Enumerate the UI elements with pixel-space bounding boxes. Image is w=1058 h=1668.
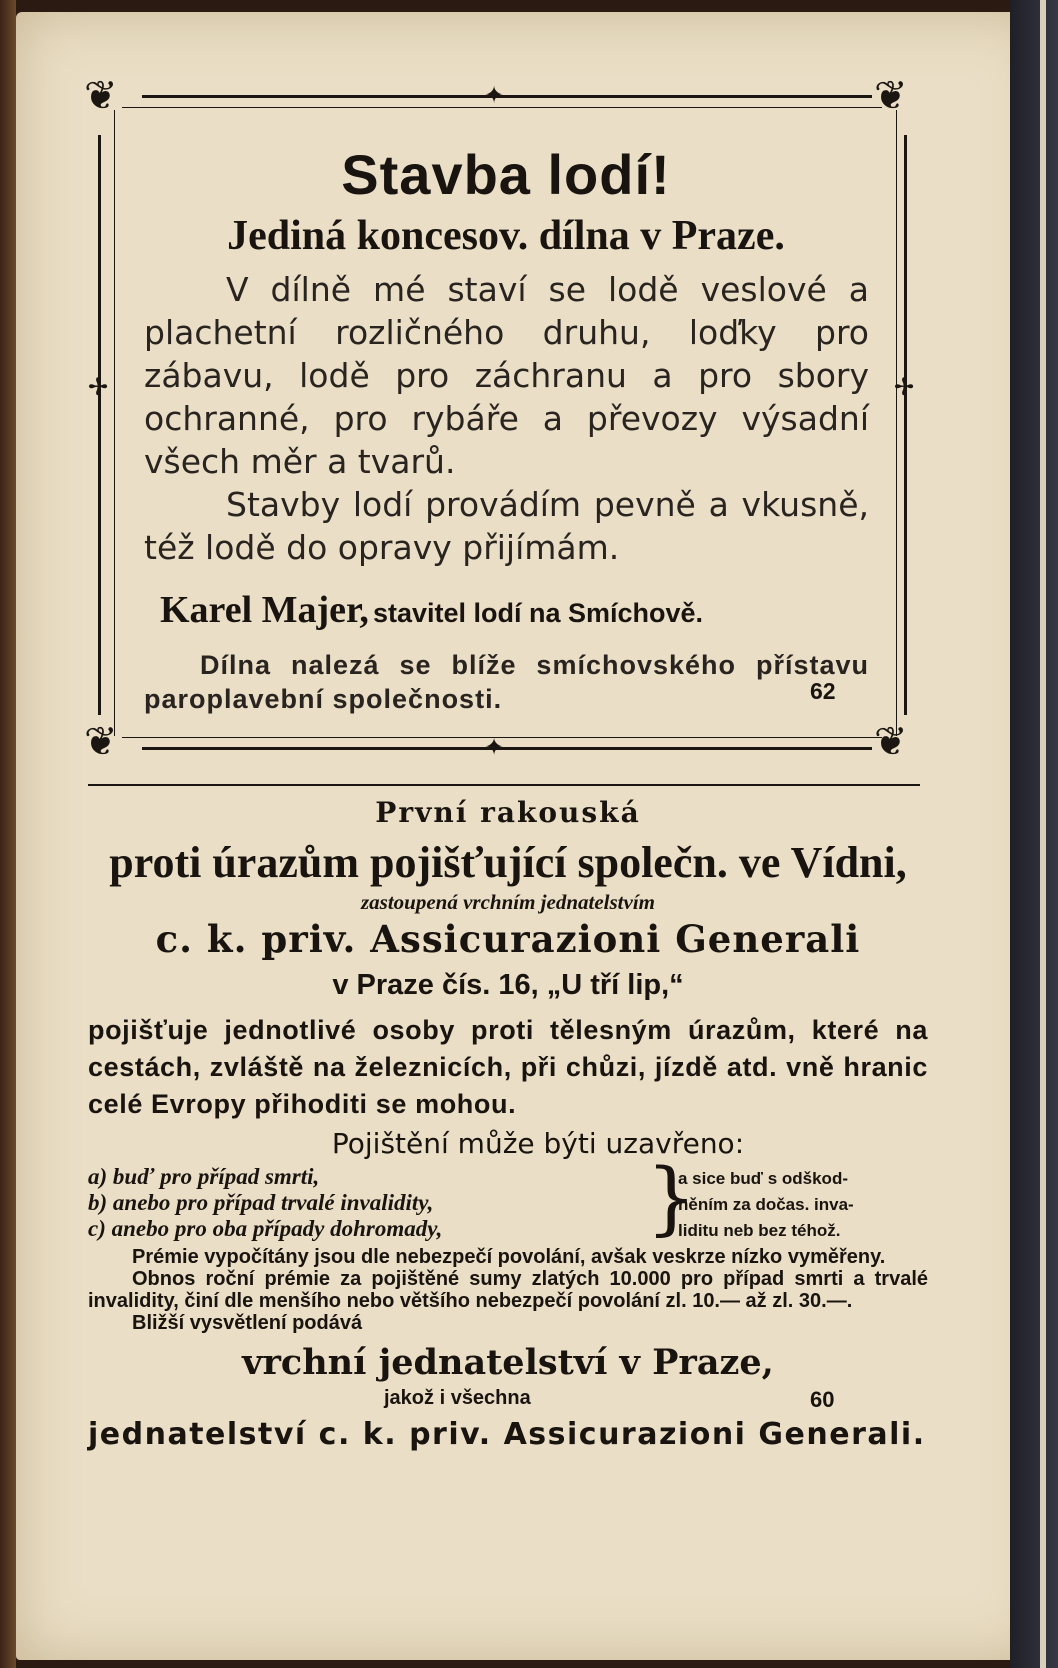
fleuron-icon: ✢ — [894, 375, 915, 401]
note-line: něním za dočas. inva- — [678, 1195, 854, 1214]
ad2-options-list — [88, 1164, 648, 1242]
small-paragraph: Prémie vypočítány jsou dle nebezpečí povolání, avšak veskrze nízko vyměřeny. — [132, 1246, 886, 1268]
ad1-paragraph: Stavby lodí provádím pevně a vkusně, též lodě do opravy přijímám. — [144, 485, 869, 567]
ad2-office: vrchní jednatelství v Praze, — [242, 1342, 774, 1383]
ad1-name: Karel Majer, — [160, 589, 369, 631]
bottom-rule — [142, 747, 872, 750]
ad2-options-heading: Pojištění může býti uzavřeno: — [331, 1127, 745, 1160]
book-edge — [0, 0, 16, 1668]
list-item: c) anebo pro oba případy dohromady, — [88, 1216, 443, 1241]
ad1-role: stavitel lodí na Smíchově. — [372, 598, 704, 628]
note-line: a sice buď s odškod- — [678, 1169, 848, 1188]
ad1-frame — [84, 73, 920, 780]
corner-ornament-icon: ❦ — [874, 719, 908, 764]
ad2-agencies: jednatelství c. k. priv. Assicurazioni Generali. — [88, 1417, 926, 1452]
ad2-represented: zastoupená vrchním jednatelstvím — [360, 890, 656, 914]
fleuron-icon: ✦ — [484, 735, 505, 761]
small-paragraph: Obnos roční prémie za pojištěné sumy zlatých 10.000 pro případ smrti a trvalé invalidity, činí dle menšího nebo většího nebezpečí povolání zl. 10.— až zl. 30.—. — [88, 1268, 928, 1312]
list-item: a) buď pro případ smrti, — [88, 1164, 320, 1189]
ad1-body — [144, 268, 869, 569]
ad2-insurer: c. k. priv. Assicurazioni Generali — [155, 917, 861, 961]
ad2-small-print — [88, 1246, 928, 1334]
corner-ornament-icon: ❦ — [874, 73, 908, 118]
ad1-note: Dílna nalezá se blíže smíchovského přístavu paroplavební společnosti. — [144, 650, 869, 714]
page-edge — [1040, 0, 1046, 1668]
ad2-also: jakož i všechna — [384, 1387, 531, 1409]
ad1-paragraph: V dílně mé staví se lodě veslové a plachetní rozličného druhu, loďky pro zábavu, lodě pro záchranu a pro sbory ochranné, pro rybáře a převozy výsadní všech měr a tvarů. — [144, 270, 869, 481]
corner-ornament-icon: ❦ — [84, 719, 118, 764]
ad2-number: 60 — [810, 1387, 835, 1412]
small-paragraph: Bližší vysvětlení podává — [132, 1312, 363, 1334]
ad1-subtitle: Jediná koncesov. dílna v Praze. — [227, 213, 785, 259]
brace-icon: } — [646, 1151, 697, 1244]
note-line: liditu neb bez téhož. — [678, 1221, 841, 1240]
fleuron-icon: ✦ — [484, 83, 505, 109]
ad1-title: Stavba lodí! — [341, 143, 671, 206]
ad2-options — [88, 1151, 928, 1246]
ad2-line1: První rakouská — [375, 796, 641, 829]
ad2-address: v Praze čís. 16, „U tří lip,“ — [332, 969, 684, 1001]
ad1-number: 62 — [810, 678, 836, 704]
corner-ornament-icon: ❦ — [84, 73, 118, 118]
list-item: b) anebo pro případ trvalé invalidity, — [88, 1190, 434, 1215]
ad2 — [88, 784, 928, 1452]
fleuron-icon: ✢ — [88, 375, 109, 401]
ad2-options-note — [678, 1166, 933, 1244]
ad1-signature — [160, 588, 880, 632]
book-spine — [1010, 0, 1058, 1668]
ad2-line8 — [88, 1383, 928, 1413]
top-rule — [142, 95, 872, 98]
ad2-company: proti úrazům pojišťující společn. ve Vídni, — [109, 838, 907, 887]
ad2-body: pojišťuje jednotlivé osoby proti tělesným úrazům, které na cestách, zvláště na železnicích, při chůzi, jízdě atd. vně hranic celé Evropy přihoditi se mohou. — [88, 1015, 928, 1119]
